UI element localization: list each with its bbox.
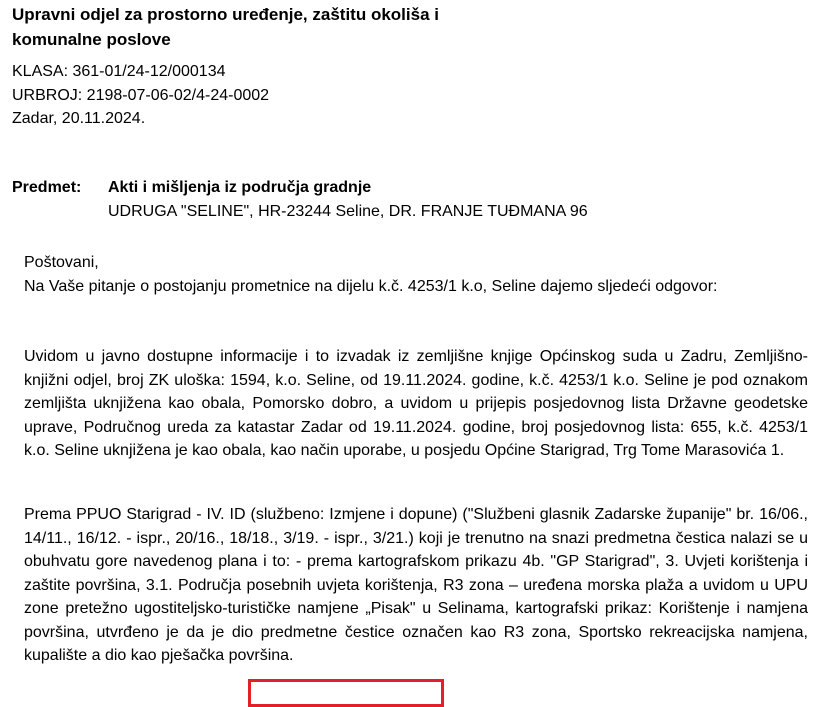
subject-organization: UDRUGA "SELINE", HR-23244 Seline, DR. FRANJE TUĐMANA 96 [108,203,588,220]
klasa-number: KLASA: 361-01/24-12/000134 [12,63,226,80]
subject-title: Akti i mišljenja iz područja gradnje [108,179,372,196]
paragraph-spatial-plan: Prema PPUO Starigrad - IV. ID (službeno: Izmjene i dopune) ("Službeni glasnik Zadarske županije" br. 16/06., 14/11., 16/12. - ispr., 20/16., 18/18., 3/19. - ispr., 3/21.) koji je trenutno na snazi predmetna čestica nalazi se u obuhvatu gore navedenog plana i to: - prema kartografskom prikazu 4b. "GP Starigrad", 3. Uvjeti korištenja i zaštite površina, 3.1. Područja posebnih uvjeta korištenja, R3 zona – uređena morska plaža a uvidom u UPU zone pretežno ugostiteljsko-turističke namjene „Pisak" u Selinama, kartografski prikaz: Korištenje i namjena površina, utvrđeno je da je dio predmetne čestice označen kao R3 zona, Sportsko rekreacijska namjena, kupalište a dio kao pješačka površina. [24,506,808,664]
paragraph-land-registry: Uvidom u javno dostupne informacije i to izvadak iz zemljišne knjige Općinskog suda u Zadru, Zemljišno-knjižni odjel, broj ZK uloška: 1594, k.o. Seline, od 19.11.2024. godine, k.č. 4253/1 k.o. Seline je pod oznakom zemljišta uknjižena kao obala, Pomorsko dobro, a uvidom u prijepis posjedovnog lista Državne geodetske uprave, Područnog ureda za katastar Zadar od 19.11.2024. godine, broj posjedovnog lista: 655, k.č. 4253/1 k.o. Seline uknjižena je kao obala, kao način uporabe, u posjedu Općine Starigrad, Trg Tome Marasovića 1. [24,348,808,459]
document-meta [12,60,269,131]
place-date: Zadar, 20.11.2024. [12,110,146,127]
subject-label: Predmet: [12,179,82,196]
highlight-annotation-box [248,679,444,707]
subject-block [12,176,588,224]
department-line-2: komunalne poslove [12,30,171,49]
salutation: Poštovani, [24,254,99,271]
department-name [12,2,439,52]
letter-body [24,251,808,664]
urbroj-number: URBROJ: 2198-07-06-02/4-24-0002 [12,86,270,104]
department-line-1: Upravni odjel za prostorno uređenje, zaštitu okoliša i [12,5,439,24]
intro-paragraph: Na Vaše pitanje o postojanju prometnice na dijelu k.č. 4253/1 k.o, Seline dajemo sljedeći odgovor: [24,277,718,295]
